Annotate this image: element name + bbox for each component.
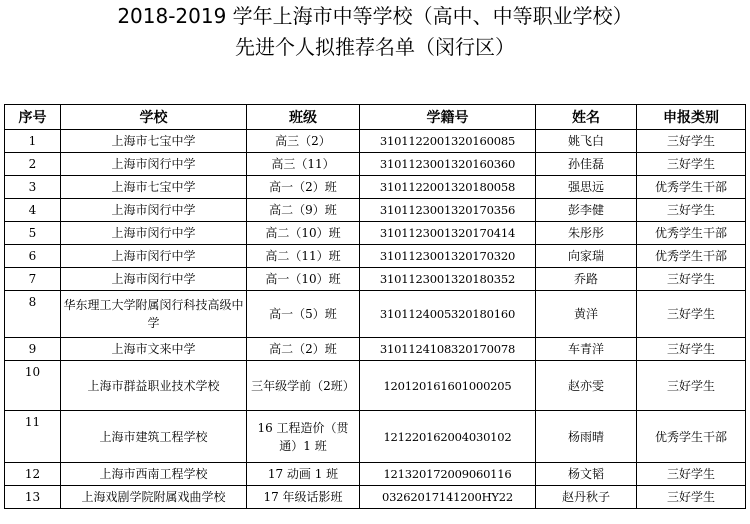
header-student-id: 学籍号 bbox=[360, 105, 536, 130]
row-student-id: 3101123001320170320 bbox=[360, 245, 536, 268]
row-class: 高二（11）班 bbox=[247, 245, 360, 268]
row-category: 三好学生 bbox=[637, 361, 746, 411]
table-row bbox=[5, 130, 746, 153]
row-name: 车青洋 bbox=[536, 338, 637, 361]
row-category: 三好学生 bbox=[637, 130, 746, 153]
row-category: 三好学生 bbox=[637, 463, 746, 486]
row-index: 10 bbox=[5, 361, 61, 411]
header-name: 姓名 bbox=[536, 105, 637, 130]
row-student-id: 03262017141200HY22 bbox=[360, 486, 536, 509]
row-name: 孙佳磊 bbox=[536, 153, 637, 176]
row-name: 彭李健 bbox=[536, 199, 637, 222]
row-index: 13 bbox=[5, 486, 61, 509]
row-school: 上海市建筑工程学校 bbox=[61, 411, 247, 463]
row-class: 高三（11） bbox=[247, 153, 360, 176]
row-student-id: 120120161601000205 bbox=[360, 361, 536, 411]
table-row bbox=[5, 199, 746, 222]
row-name: 乔路 bbox=[536, 268, 637, 291]
table-row bbox=[5, 245, 746, 268]
row-class: 高二（10）班 bbox=[247, 222, 360, 245]
row-school: 华东理工大学附属闵行科技高级中学 bbox=[61, 291, 247, 338]
row-class: 高二（9）班 bbox=[247, 199, 360, 222]
row-index: 2 bbox=[5, 153, 61, 176]
row-class: 高一（10）班 bbox=[247, 268, 360, 291]
row-school: 上海市文来中学 bbox=[61, 338, 247, 361]
row-index: 7 bbox=[5, 268, 61, 291]
row-index: 5 bbox=[5, 222, 61, 245]
row-student-id: 3101124108320170078 bbox=[360, 338, 536, 361]
row-name: 赵亦雯 bbox=[536, 361, 637, 411]
row-student-id: 3101123001320160360 bbox=[360, 153, 536, 176]
table-row bbox=[5, 361, 746, 411]
row-student-id: 121220162004030102 bbox=[360, 411, 536, 463]
row-school: 上海市闵行中学 bbox=[61, 222, 247, 245]
row-category: 三好学生 bbox=[637, 153, 746, 176]
row-student-id: 121320172009060116 bbox=[360, 463, 536, 486]
row-class: 17 动画 1 班 bbox=[247, 463, 360, 486]
row-school: 上海市闵行中学 bbox=[61, 153, 247, 176]
row-name: 强思远 bbox=[536, 176, 637, 199]
row-category: 三好学生 bbox=[637, 338, 746, 361]
table-header-row bbox=[5, 105, 746, 130]
row-category: 三好学生 bbox=[637, 268, 746, 291]
row-category: 优秀学生干部 bbox=[637, 245, 746, 268]
row-school: 上海市闵行中学 bbox=[61, 245, 247, 268]
row-category: 优秀学生干部 bbox=[637, 176, 746, 199]
row-student-id: 3101124005320180160 bbox=[360, 291, 536, 338]
table-row bbox=[5, 153, 746, 176]
row-category: 三好学生 bbox=[637, 291, 746, 338]
row-school: 上海市闵行中学 bbox=[61, 199, 247, 222]
row-student-id: 3101122001320180058 bbox=[360, 176, 536, 199]
table-row bbox=[5, 291, 746, 338]
row-name: 姚飞白 bbox=[536, 130, 637, 153]
row-index: 1 bbox=[5, 130, 61, 153]
table-row bbox=[5, 268, 746, 291]
table-row bbox=[5, 411, 746, 463]
row-student-id: 3101123001320170414 bbox=[360, 222, 536, 245]
table-row bbox=[5, 338, 746, 361]
row-index: 8 bbox=[5, 291, 61, 338]
row-name: 黄洋 bbox=[536, 291, 637, 338]
table-row bbox=[5, 463, 746, 486]
row-category: 三好学生 bbox=[637, 199, 746, 222]
row-school: 上海市七宝中学 bbox=[61, 130, 247, 153]
row-name: 杨文韬 bbox=[536, 463, 637, 486]
header-class: 班级 bbox=[247, 105, 360, 130]
row-class: 三年级学前（2班） bbox=[247, 361, 360, 411]
row-index: 12 bbox=[5, 463, 61, 486]
row-class: 高一（5）班 bbox=[247, 291, 360, 338]
row-name: 赵丹秋子 bbox=[536, 486, 637, 509]
row-school: 上海市群益职业技术学校 bbox=[61, 361, 247, 411]
header-category: 申报类别 bbox=[637, 105, 746, 130]
row-school: 上海市闵行中学 bbox=[61, 268, 247, 291]
nominee-table bbox=[4, 104, 746, 509]
table-row bbox=[5, 486, 746, 509]
row-school: 上海戏剧学院附属戏曲学校 bbox=[61, 486, 247, 509]
row-index: 11 bbox=[5, 411, 61, 463]
row-index: 9 bbox=[5, 338, 61, 361]
row-category: 优秀学生干部 bbox=[637, 411, 746, 463]
row-category: 优秀学生干部 bbox=[637, 222, 746, 245]
row-class: 高一（2）班 bbox=[247, 176, 360, 199]
row-name: 向家瑞 bbox=[536, 245, 637, 268]
row-category: 三好学生 bbox=[637, 486, 746, 509]
row-student-id: 3101123001320170356 bbox=[360, 199, 536, 222]
table-row bbox=[5, 176, 746, 199]
row-class: 高三（2） bbox=[247, 130, 360, 153]
row-index: 6 bbox=[5, 245, 61, 268]
document-subtitle: 先进个人拟推荐名单（闵行区） bbox=[235, 35, 515, 59]
table-row bbox=[5, 222, 746, 245]
row-index: 4 bbox=[5, 199, 61, 222]
header-school: 学校 bbox=[61, 105, 247, 130]
row-class: 17 年级话影班 bbox=[247, 486, 360, 509]
row-student-id: 3101123001320180352 bbox=[360, 268, 536, 291]
row-student-id: 3101122001320160085 bbox=[360, 130, 536, 153]
row-class: 16 工程造价（贯通）1 班 bbox=[247, 411, 360, 463]
row-name: 杨雨晴 bbox=[536, 411, 637, 463]
row-index: 3 bbox=[5, 176, 61, 199]
row-school: 上海市西南工程学校 bbox=[61, 463, 247, 486]
header-index: 序号 bbox=[5, 105, 61, 130]
document-title: 2018-2019 学年上海市中等学校（高中、中等职业学校） bbox=[117, 4, 633, 28]
row-school: 上海市七宝中学 bbox=[61, 176, 247, 199]
row-class: 高二（2）班 bbox=[247, 338, 360, 361]
row-name: 朱彤彤 bbox=[536, 222, 637, 245]
